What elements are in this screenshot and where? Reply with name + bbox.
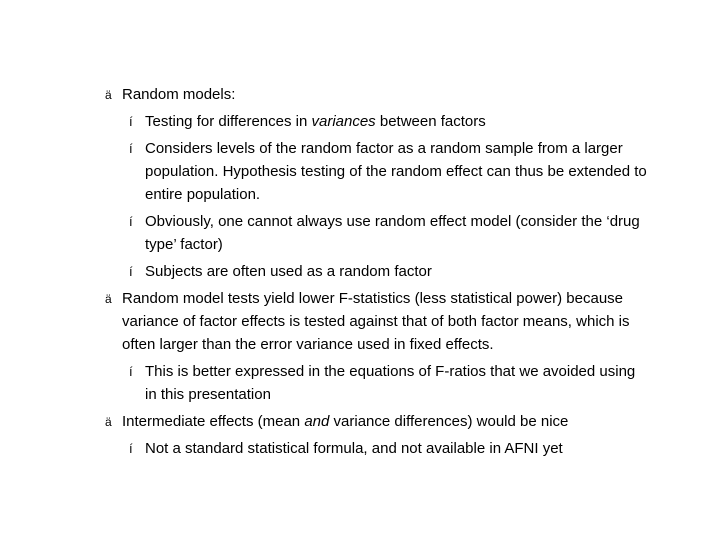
bullet-item [105, 410, 682, 433]
bullet-text: Random model tests yield lower F-statistics (less statistical power) because variance of factor effects is tested against that of both factor means, which is often larger than the error variance used in fixed effects. [122, 290, 630, 353]
sub-bullet-item [129, 260, 665, 283]
sub-bullet-item [129, 360, 645, 406]
sub-bullet-item [129, 437, 665, 460]
bullet-text: Considers levels of the random factor as a random sample from a larger population. Hypothesis testing of the random effect can thus be extended to entire population. [145, 140, 647, 203]
check-bullet-icon: í [129, 214, 133, 229]
sub-bullet-item [129, 210, 645, 256]
sub-bullet-item [129, 110, 665, 133]
bullet-item [105, 83, 682, 106]
bullet-text: Subjects are often used as a random factor [145, 263, 432, 280]
bullet-text: Random models: [122, 86, 236, 103]
check-bullet-icon: í [129, 264, 133, 279]
bullet-text: Testing for differences in variances between factors [145, 113, 486, 130]
bullet-item [105, 287, 667, 356]
arrow-bullet-icon: ä [105, 415, 112, 429]
check-bullet-icon: í [129, 364, 133, 379]
check-bullet-icon: í [129, 441, 133, 456]
bullet-text: Not a standard statistical formula, and not available in AFNI yet [145, 440, 563, 457]
arrow-bullet-icon: ä [105, 292, 112, 306]
bullet-text: This is better expressed in the equations of F-ratios that we avoided using in this presentation [145, 363, 636, 403]
check-bullet-icon: í [129, 141, 133, 156]
bullet-text: Obviously, one cannot always use random effect model (consider the ‘drug type’ factor) [145, 213, 640, 253]
sub-bullet-item [129, 137, 665, 206]
check-bullet-icon: í [129, 114, 133, 129]
bullet-text: Intermediate effects (mean and variance differences) would be nice [122, 413, 569, 430]
arrow-bullet-icon: ä [105, 88, 112, 102]
